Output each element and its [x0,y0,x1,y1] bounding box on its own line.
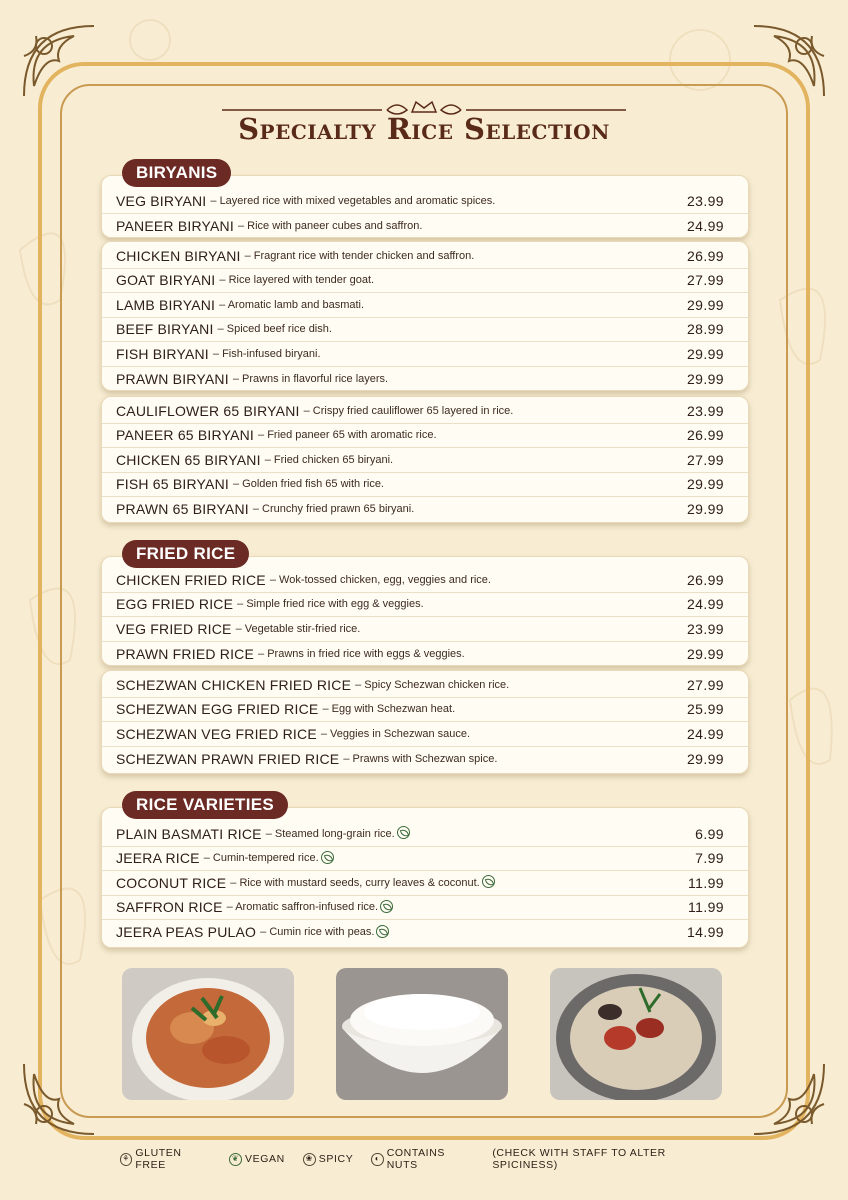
section-tab-rice-varieties: RICE VARIETIES [122,791,288,819]
item-price: 27.99 [686,272,724,289]
item-name: CHICKEN BIRYANI [116,247,241,264]
item-price: 11.99 [688,874,724,891]
dietary-legend [120,1147,740,1171]
menu-item [102,920,748,945]
menu-card-rice-varieties [101,807,749,948]
menu-item [102,293,748,318]
item-name: SCHEZWAN EGG FRIED RICE [116,701,319,718]
item-description: – Rice layered with tender goat. [219,274,375,287]
item-description: – Simple fried rice with egg & veggies. [237,598,424,611]
item-price: 23.99 [686,192,724,209]
photo-basmati-rice-bowl [336,968,508,1100]
item-price: 29.99 [686,750,724,767]
menu-item [102,497,748,522]
nut-icon: ◐ [371,1153,383,1166]
vegan-icon [376,925,389,938]
item-name: CHICKEN 65 BIRYANI [116,451,261,468]
vegan-icon [482,875,495,888]
item-price: 26.99 [686,247,724,264]
item-price: 29.99 [686,476,724,493]
item-name: SCHEZWAN PRAWN FRIED RICE [116,750,340,767]
item-price: 23.99 [686,620,724,637]
item-description: – Fragrant rice with tender chicken and saffron. [244,249,475,262]
gluten-free-icon: ⚘ [120,1153,132,1166]
legend-nuts-label: CONTAINS NUTS [386,1147,445,1171]
item-description: – Prawns in flavorful rice layers. [232,372,389,385]
corner-ornament-icon [744,1054,834,1144]
item-description: – Layered rice with mixed vegetables and aromatic spices. [210,194,496,207]
photo-fried-rice-bowl [550,968,722,1100]
page-title: Specialty Rice Selection [238,112,610,146]
legend-vegan [229,1153,285,1166]
item-description: – Cumin rice with peas. [260,926,375,939]
menu-card-fried-rice [101,556,749,666]
vegan-icon [321,851,334,864]
item-price: 28.99 [686,321,724,338]
menu-item [102,448,748,473]
item-price: 26.99 [686,571,724,588]
legend-gluten-free-label: GLUTEN FREE [135,1147,182,1171]
vegan-icon [397,826,410,839]
menu-item [102,747,748,772]
item-price: 29.99 [686,345,724,362]
item-name: SAFFRON RICE [116,899,223,916]
item-description: – Prawns with Schezwan spice. [343,752,498,765]
item-name: PANEER BIRYANI [116,217,234,234]
menu-item [102,244,748,269]
item-name: PRAWN BIRYANI [116,370,229,387]
vegan-icon [380,900,393,913]
item-name: FISH BIRYANI [116,345,209,362]
item-name: PANEER 65 BIRYANI [116,427,255,444]
section-tab-fried-rice: FRIED RICE [122,540,249,568]
menu-item [102,896,748,921]
corner-ornament-icon [14,16,104,106]
item-name: PLAIN BASMATI RICE [116,825,262,842]
item-price: 14.99 [686,924,724,941]
item-name: FISH 65 BIRYANI [116,476,229,493]
item-description: – Wok-tossed chicken, egg, veggies and rice. [269,573,491,586]
item-description: – Rice with paneer cubes and saffron. [237,219,423,232]
item-name: BEEF BIRYANI [116,321,214,338]
item-price: 24.99 [686,725,724,742]
item-description: – Crispy fried cauliflower 65 layered in rice. [303,404,514,417]
legend-gluten-free [120,1147,211,1171]
item-description: – Aromatic saffron-infused rice. [226,901,379,914]
menu-item [102,871,748,896]
menu-item [102,269,748,294]
item-description: – Spiced beef rice dish. [217,323,332,336]
corner-ornament-icon [744,16,834,106]
item-price: 24.99 [686,596,724,613]
item-description: – Cumin-tempered rice. [203,852,319,865]
menu-item [102,642,748,667]
item-name: SCHEZWAN CHICKEN FRIED RICE [116,676,352,693]
item-description: – Fried paneer 65 with aromatic rice. [258,429,437,442]
menu-item [102,318,748,343]
item-price: 29.99 [686,370,724,387]
section-tab-biryanis: BIRYANIS [122,159,231,187]
item-name: CAULIFLOWER 65 BIRYANI [116,402,300,419]
item-name: SCHEZWAN VEG FRIED RICE [116,725,317,742]
chili-icon: ❀ [303,1153,316,1166]
item-price: 26.99 [686,427,724,444]
item-price: 23.99 [686,402,724,419]
menu-item [102,473,748,498]
item-name: PRAWN FRIED RICE [116,645,255,662]
corner-ornament-icon [14,1054,104,1144]
menu-item [102,189,748,214]
item-price: 29.99 [686,645,724,662]
item-price: 11.99 [688,899,724,916]
item-description: – Rice with mustard seeds, curry leaves & coconut. [230,876,480,889]
legend-note [492,1147,722,1171]
legend-nuts [371,1147,474,1171]
menu-item [102,424,748,449]
item-name: VEG BIRYANI [116,192,207,209]
item-price: 29.99 [686,501,724,518]
item-description: – Fish-infused biryani. [212,347,321,360]
item-description: – Fried chicken 65 biryani. [264,453,394,466]
item-name: JEERA RICE [116,850,200,867]
photo-biryani-plate [122,968,294,1100]
vegan-icon: ❦ [229,1153,242,1166]
item-description: – Spicy Schezwan chicken rice. [355,678,510,691]
item-price: 27.99 [686,676,724,693]
item-description: – Golden fried fish 65 with rice. [232,478,384,491]
menu-item [102,214,748,239]
item-price: 29.99 [686,296,724,313]
menu-item [102,342,748,367]
item-description: – Steamed long-grain rice. [265,827,395,840]
item-description: – Vegetable stir-fried rice. [235,622,361,635]
item-name: VEG FRIED RICE [116,620,232,637]
menu-item [102,698,748,723]
item-name: GOAT BIRYANI [116,272,216,289]
menu-card-65-biryanis [101,396,749,523]
menu-item [102,399,748,424]
menu-item [102,847,748,872]
legend-spicy [303,1153,354,1166]
item-price: 7.99 [695,850,724,867]
menu-item [102,568,748,593]
item-name: PRAWN 65 BIRYANI [116,501,249,518]
item-description: – Prawns in fried rice with eggs & veggies. [258,647,465,660]
legend-vegan-label: VEGAN [245,1153,285,1165]
menu-item [102,822,748,847]
item-name: JEERA PEAS PULAO [116,924,257,941]
legend-spicy-label: SPICY [318,1153,354,1165]
menu-item [102,673,748,698]
item-name: CHICKEN FRIED RICE [116,571,266,588]
item-price: 25.99 [686,701,724,718]
item-description: – Egg with Schezwan heat. [322,703,456,716]
item-name: EGG FRIED RICE [116,596,234,613]
spiciness-note: (CHECK WITH STAFF TO ALTER SPICINESS) [492,1147,666,1171]
item-price: 27.99 [686,451,724,468]
item-name: LAMB BIRYANI [116,296,216,313]
item-description: – Aromatic lamb and basmati. [219,298,365,311]
item-name: COCONUT RICE [116,874,227,891]
menu-card-schezwan-fried-rice [101,670,749,774]
menu-item [102,593,748,618]
item-price: 24.99 [686,217,724,234]
menu-item [102,617,748,642]
item-description: – Crunchy fried prawn 65 biryani. [252,503,415,516]
menu-item [102,367,748,392]
menu-item [102,722,748,747]
item-price: 6.99 [695,825,724,842]
item-description: – Veggies in Schezwan sauce. [320,727,471,740]
menu-card-meat-biryanis [101,241,749,391]
